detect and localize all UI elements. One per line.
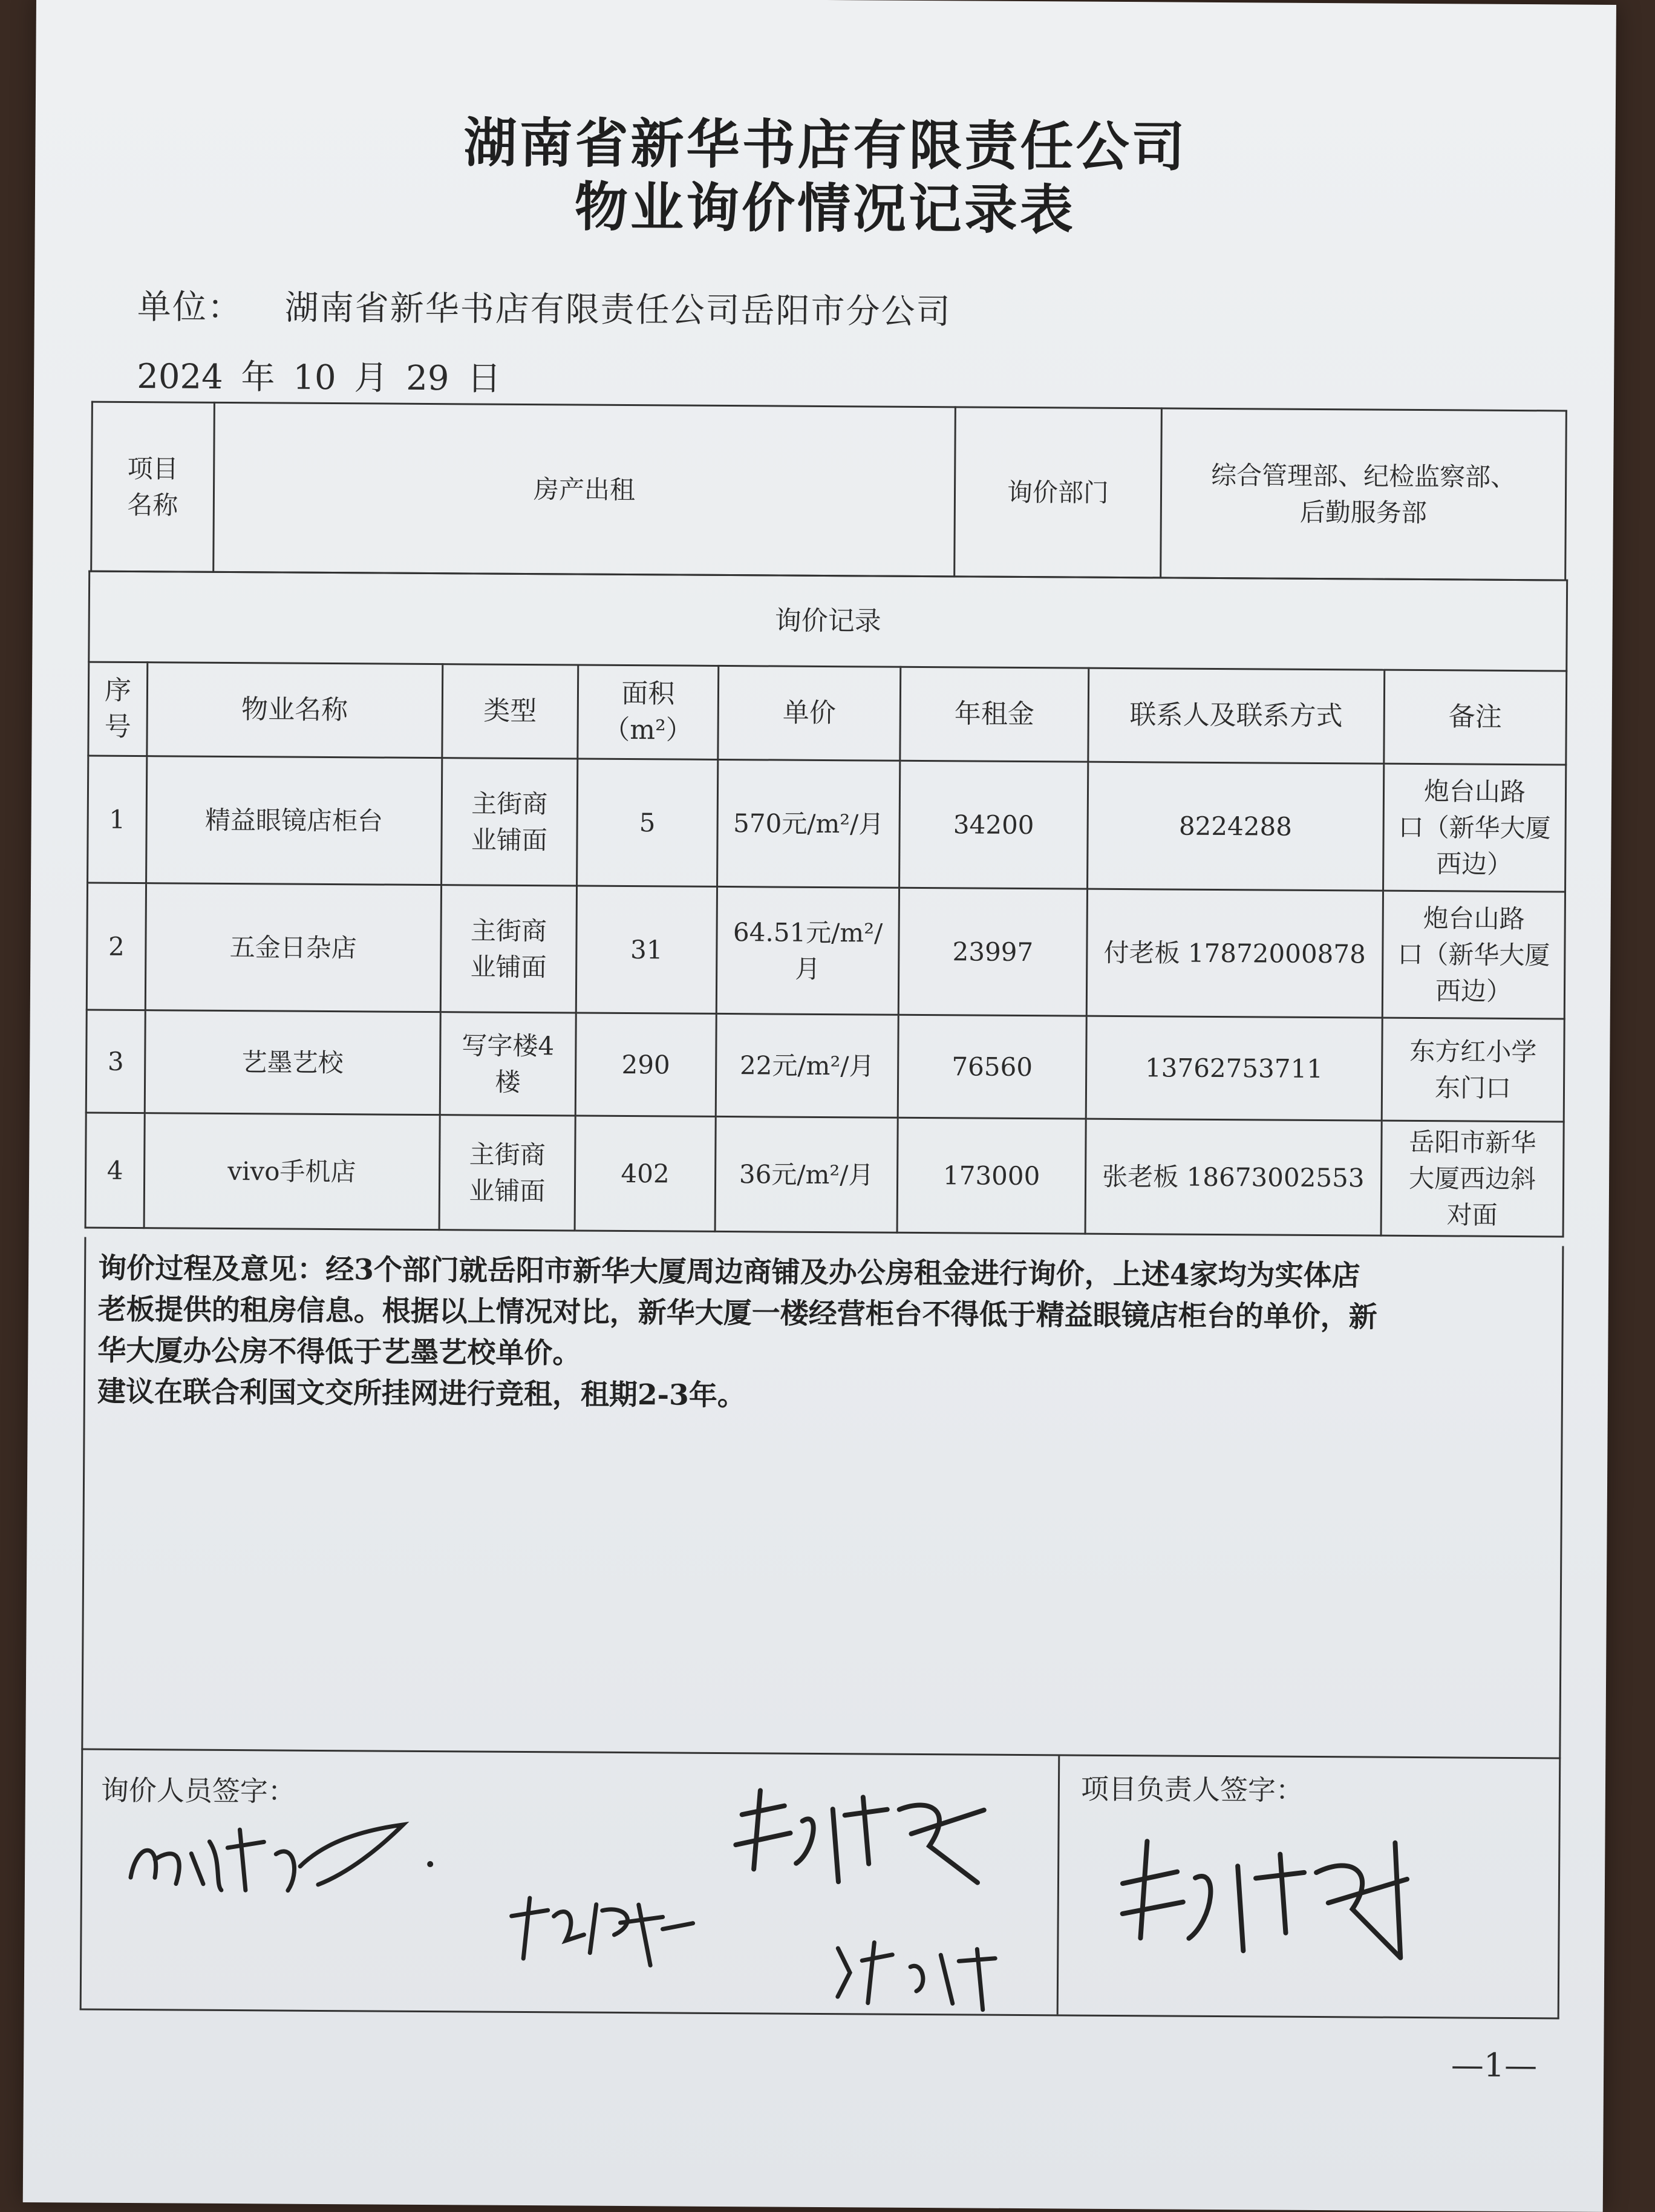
records-section-title: 询价记录 xyxy=(89,571,1567,671)
signature-divider xyxy=(1057,1756,1060,2014)
unit-label: 单位： xyxy=(137,287,243,328)
table-row xyxy=(86,1010,1564,1122)
page-number: —1— xyxy=(1451,2046,1538,2085)
cell-area: 5 xyxy=(577,759,718,886)
opinion-recommendation: 建议在联合利国文交所挂网进行竞租，租期2-3年。 xyxy=(97,1375,746,1413)
cell-area: 290 xyxy=(575,1013,716,1116)
records-column-headers xyxy=(88,662,1567,765)
cell-note: 岳阳市新华 大厦西边斜 对面 xyxy=(1381,1121,1564,1237)
project-name-cell: 房产出租 xyxy=(214,402,956,576)
table-row xyxy=(85,1113,1564,1237)
col-area: 面积 （m²） xyxy=(578,665,718,759)
inquiry-records-table xyxy=(85,571,1568,1238)
date-year-suffix: 年 xyxy=(241,358,275,398)
handwritten-signature-3 xyxy=(723,1772,1014,1913)
cell-seq: 1 xyxy=(88,756,147,883)
project-label-cell: 项目 名称 xyxy=(91,402,215,572)
date-day: 29 xyxy=(406,358,449,399)
cell-note: 炮台山路 口（新华大厦 西边） xyxy=(1383,764,1565,892)
cell-type: 主街商 业铺面 xyxy=(440,885,577,1013)
cell-annual-rent: 173000 xyxy=(897,1117,1085,1234)
cell-type: 写字楼4 楼 xyxy=(440,1012,576,1116)
inquiry-opinion-section xyxy=(81,1237,1564,1759)
cell-type: 主街商 业铺面 xyxy=(439,1115,576,1231)
unit-line xyxy=(137,280,952,333)
project-header-table xyxy=(90,401,1567,581)
cell-annual-rent: 34200 xyxy=(899,761,1088,889)
handwritten-signature-4 xyxy=(826,1930,1008,2016)
document-page xyxy=(23,0,1616,2212)
handwritten-signature-leader xyxy=(1110,1817,1426,1976)
cell-contact: 张老板 18673002553 xyxy=(1085,1119,1382,1235)
cell-price: 36元/m²/月 xyxy=(715,1116,898,1232)
cell-name: 五金日杂店 xyxy=(145,883,441,1012)
date-day-suffix: 日 xyxy=(467,359,501,399)
cell-seq: 4 xyxy=(85,1113,145,1228)
cell-price: 570元/m²/月 xyxy=(717,759,900,888)
cell-note: 炮台山路 口（新华大厦 西边） xyxy=(1382,891,1565,1019)
handwritten-signature-1 xyxy=(119,1805,458,1909)
cell-contact: 付老板 17872000878 xyxy=(1086,889,1383,1018)
cell-seq: 2 xyxy=(87,883,146,1010)
opinion-line: 老板提供的租房信息。根据以上情况对比，新华大厦一楼经营柜台不得低于精益眼镜店柜台的单价，新 xyxy=(97,1292,1377,1334)
col-contact: 联系人及联系方式 xyxy=(1088,668,1384,764)
cell-name: 精益眼镜店柜台 xyxy=(146,756,442,885)
date-month-suffix: 月 xyxy=(354,358,388,398)
dept-label-cell: 询价部门 xyxy=(955,407,1162,578)
opinion-line: 询价过程及意见：经3个部门就岳阳市新华大厦周边商铺及办公房租金进行询价，上述4家均为实体店 xyxy=(98,1251,1360,1293)
date-year: 2024 xyxy=(136,357,223,397)
col-name: 物业名称 xyxy=(147,663,442,758)
cell-contact: 8224288 xyxy=(1087,762,1384,891)
table-row xyxy=(87,883,1565,1019)
inquirer-signature-label: 询价人员签字： xyxy=(100,1773,296,1808)
cell-area: 402 xyxy=(575,1116,716,1231)
cell-contact: 13762753711 xyxy=(1086,1016,1382,1121)
cell-name: 艺墨艺校 xyxy=(145,1010,440,1115)
table-row xyxy=(88,756,1566,892)
handwritten-signature-2 xyxy=(505,1880,699,1972)
leader-signature-label: 项目负责人签字： xyxy=(1080,1772,1304,1807)
dept-value-cell: 综合管理部、纪检监察部、 后勤服务部 xyxy=(1161,408,1567,580)
col-annual-rent: 年租金 xyxy=(900,667,1088,762)
signature-section xyxy=(80,1750,1561,2020)
cell-name: vivo手机店 xyxy=(144,1113,440,1230)
cell-note: 东方红小学 东门口 xyxy=(1382,1018,1564,1122)
col-note: 备注 xyxy=(1384,670,1567,765)
document-title-line2: 物业询价情况记录表 xyxy=(574,175,1076,241)
record-date xyxy=(137,350,509,401)
opinion-line: 华大厦办公房不得低于艺墨艺校单价。 xyxy=(97,1333,581,1370)
cell-price: 64.51元/m²/ 月 xyxy=(716,886,899,1015)
unit-value: 湖南省新华书店有限责任公司岳阳市分公司 xyxy=(284,288,952,332)
col-type: 类型 xyxy=(442,664,578,759)
cell-area: 31 xyxy=(576,886,717,1013)
cell-price: 22元/m²/月 xyxy=(716,1013,899,1117)
cell-seq: 3 xyxy=(86,1010,145,1113)
date-month: 10 xyxy=(293,358,336,398)
cell-type: 主街商 业铺面 xyxy=(441,758,578,886)
document-title-line1: 湖南省新华书店有限责任公司 xyxy=(463,111,1187,178)
col-price: 单价 xyxy=(717,666,901,761)
cell-annual-rent: 76560 xyxy=(898,1015,1086,1119)
cell-annual-rent: 23997 xyxy=(899,888,1087,1016)
col-seq: 序 号 xyxy=(88,662,148,756)
